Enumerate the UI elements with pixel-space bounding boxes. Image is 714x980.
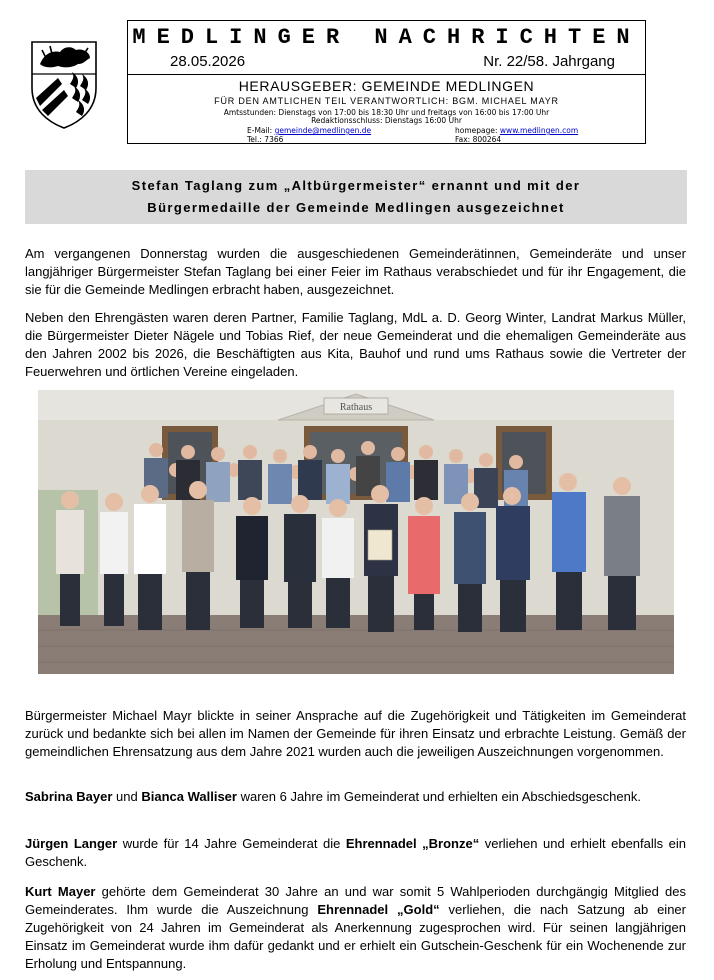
text-segment: und — [112, 789, 142, 804]
name-kurt-mayer: Kurt Mayer — [25, 884, 96, 899]
responsible-person: FÜR DEN AMTLICHEN TEIL VERANTWORTLICH: BGM. MICHAEL MAYR — [214, 96, 559, 106]
municipal-crest-icon — [28, 38, 100, 130]
name-juergen-langer: Jürgen Langer — [25, 836, 118, 851]
homepage-link[interactable]: www.medlingen.com — [499, 126, 579, 135]
award-bronze: Ehrennadel „Bronze“ — [345, 836, 480, 851]
editorial-deadline: Redaktionsschluss: Dienstags 16:00 Uhr — [311, 116, 462, 125]
paragraph-langer — [25, 835, 686, 871]
headline-box — [25, 170, 687, 224]
phone: Tel.: 7366 — [247, 135, 284, 144]
newspaper-title: MEDLINGER NACHRICHTEN — [132, 25, 641, 50]
paragraph-intro: Am vergangenen Donnerstag wurden die ausgeschiedenen Gemeinderätinnen, Gemeinderäte und unser langjähriger Bürgermeister Stefan Taglang bei einer Feier im Rathaus verabschiedet und für ihr Engagement, die sie für die Gemeinde Medlingen erbracht haben, ausgezeichnet. — [25, 246, 686, 297]
name-sabrina-bayer: Sabrina Bayer — [25, 789, 113, 804]
fax: Fax: 800264 — [455, 135, 502, 144]
issue-date: 28.05.2026 — [170, 53, 246, 70]
paragraph-bayer-walliser — [25, 788, 686, 806]
masthead — [127, 20, 646, 144]
award-gold: Ehrennadel „Gold“ — [317, 902, 440, 917]
masthead-info-area — [128, 75, 645, 145]
text-segment: verliehen und erhielt ebenfalls ein Geschenk. — [25, 836, 687, 869]
text-segment: gehörte dem Gemeinderat 30 Jahre an und war somit 5 Wahlperioden durchgängig Mitglied des Gemeinderates. Ihm wurde die Auszeichnung — [25, 884, 686, 917]
name-bianca-walliser: Bianca Walliser — [141, 789, 237, 804]
publisher: HERAUSGEBER: GEMEINDE MEDLINGEN — [238, 78, 535, 94]
office-hours: Amtsstunden: Dienstags von 17:00 bis 18:30 Uhr und freitags von 16:00 bis 17:00 Uhr — [223, 108, 550, 117]
homepage-line — [455, 126, 578, 135]
headline-line-2: Bürgermedaille der Gemeinde Medlingen ausgezeichnet — [147, 200, 565, 215]
issue-number: Nr. 22/58. Jahrgang — [483, 53, 615, 70]
headline-line-1: Stefan Taglang zum „Altbürgermeister“ ernannt und mit der — [131, 178, 581, 193]
email-line — [247, 126, 371, 135]
text-segment: waren 6 Jahre im Gemeinderat und erhielten ein Abschiedsgeschenk. — [236, 789, 641, 804]
email-label: E-Mail: — [247, 126, 273, 135]
rathaus-sign: Rathaus — [339, 402, 373, 413]
article-headline — [25, 170, 687, 219]
masthead-title-area — [128, 21, 645, 75]
paragraph-mayer — [25, 883, 686, 973]
email-link[interactable]: gemeinde@medlingen.de — [274, 126, 372, 135]
text-segment: verliehen, die nach Satzung ab einer Zugehörigkeit von 24 Jahren im Gemeinderat als Anerkennung zugesprochen wird. Für seinen langjährigen Einsatz im Gemeinderat wurde ihm dafür gedankt und er erhielt ein Gutschein-Geschenk für ein Wochenende zur Erholung und Entspannung. — [25, 902, 686, 971]
paragraph-guests: Neben den Ehrengästen waren deren Partner, Familie Taglang, MdL a. D. Georg Winter, Landrat Markus Müller, die Bürgermeister Dieter Nägele und Tobias Rief, der neue Gemeinderat und die ehemaligen Gemeinderäte aus den Jahren 2002 bis 2026, die Beschäftigten aus Kita, Bauhof und rund ums Rathaus sowie die Vertreter der Feuerwehren und örtlichen Vereine eingeladen. — [25, 310, 686, 379]
homepage-label: homepage: — [455, 126, 498, 135]
group-photo — [38, 390, 674, 674]
text-segment: wurde für 14 Jahre Gemeinderat die — [117, 836, 346, 851]
paragraph-speech: Bürgermeister Michael Mayr blickte in seiner Ansprache auf die Zugehörigkeit und Tätigkeiten im Gemeinderat zurück und bedankte sich bei allen im Namen der Gemeinde für ihren Einsatz und erbrachte Leistung. Gemäß der gemeindlichen Ehrensatzung aus dem Jahre 2021 wurden auch die jeweiligen Auszeichnungen vorgenommen. — [25, 708, 686, 759]
